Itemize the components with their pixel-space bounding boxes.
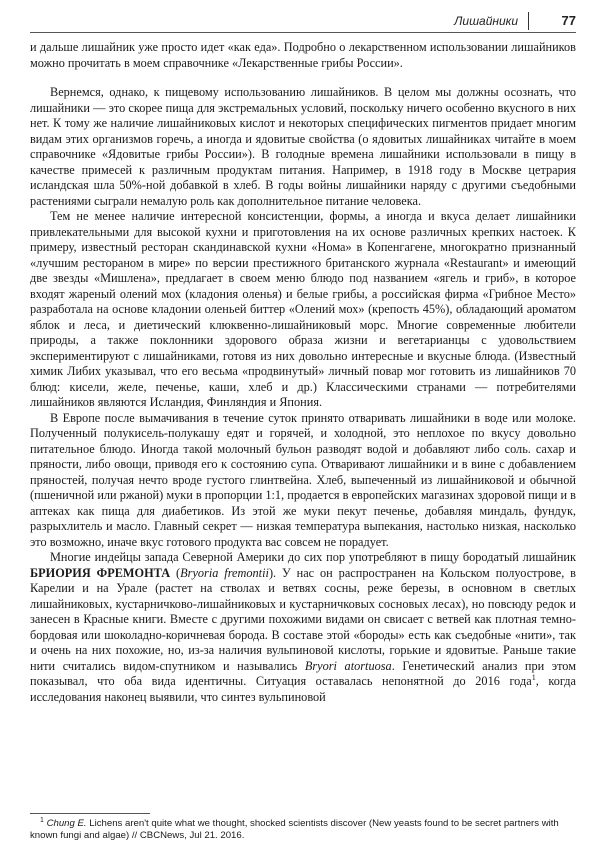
species-name: БРИОРИЯ ФРЕМОНТА <box>30 565 171 580</box>
footnote <box>30 818 576 842</box>
paragraph-bryoria <box>30 550 576 705</box>
paragraph-continuation: и дальше лишайник уже просто идет «как еда». Подробно о лекарственном использовании лишайников можно прочитать в моем справочнике «Лекарственные грибы России». <box>30 40 576 70</box>
header-rule <box>30 32 576 33</box>
page-body <box>30 40 576 705</box>
footnote-rule <box>30 813 150 814</box>
section-title: Лишайники <box>454 14 518 28</box>
paragraph-haute-cuisine: Тем не менее наличие интересной консистенции, формы, а иногда и вкуса делает лишайники привлекательными для высокой кухни и приготовления на их основе различных крепких настоек. К примеру, известный ресторан скандинавской кухни «Нома» в Копенгагене, многократно признанный «лучшим рестораном в мире» по версии престижного британского журнала «Restaurant» и имеющий две звезды «Мишлена», предлагает в своем меню блюдо под названием «ягель и гриб», в которое входят жареный олений мох (кладония оленья) и белые грибы, а российская фирма «Грибное Место» разработала на основе кладонии оленьей биттер «Олений мох» (крепость 45%), обладающий ароматом яблок и леса, и диетический клюквенно-лишайниковый морс. Многие современные любители природы, а также поклонники здорового образа жизни и вегетарианцы с удовольствием экспериментируют с лишайниками, готовя из них довольно интересные и вкусные блюда. (Известный химик Либих указывал, что его весьма «продвинутый» личный повар мог готовить из лишайников 70 блюд: кисели, желе, печенье, каши, хлеб и др.) Классическими странами — потребителями лишайников являются Исландия, Финляндия и Япония. <box>30 209 576 409</box>
footnote-ref[interactable]: 1 <box>531 672 536 682</box>
footnote-marker: 1 <box>40 816 44 824</box>
bryoria-text-a: Многие индейцы запада Северной Америки до сих пор употребляют в пищу бородатый лишайник <box>50 550 576 564</box>
footnote-text: Lichens aren't quite what we thought, shocked scientists discover (New yeasts found to be secret partners with known fungi and algae) // CBCNews, Jul 21. 2016. <box>30 818 559 841</box>
latin-name: Bryoria fremontii <box>180 565 269 580</box>
bryoria-text-b: ( <box>170 565 181 580</box>
latin-name-2: Bryori atortuosa <box>304 658 392 673</box>
running-header <box>0 10 600 32</box>
footnote-author: Chung E. <box>46 818 87 829</box>
paragraph-food-use: Вернемся, однако, к пищевому использованию лишайников. В целом мы должны осознать, что лишайники — это скорее пища для экстремальных условий, поскольку ничего особенно вкусного в них нет. К тому же наличие лишайниковых кислот и некоторых специфических пигментов придает многим видам этих организмов горечь, а иногда и ядовитые свойства (о ядовитых лишайниках читайте в моем справочнике «Ядовитые грибы России»). В голодные времена лишайники использовали в пищу в качестве примесей к различным продуктам питания. Например, в 1918 году в Москве цетрария исландская шла 50%-ной добавкой в хлеб. В годы войны лишайники наряду с другими съедобными растениями сыграли немалую роль как дополнительное питание человека. <box>30 85 576 208</box>
bryoria-text-d: . Генетический анализ при этом показывал, что оба вида идентичны. Ситуация оставалась непонятной до 2016 года <box>30 658 576 688</box>
paragraph-europe: В Европе после вымачивания в течение суток принято отваривать лишайники в воде или молоке. Полученный полукисель-полукашу едят и горячей, и холодной, это неплохое по вкусу довольно питательное блюдо. Иногда такой молочный бульон разводят водой и добавляют либо соль. сахар и пряности, либо овощи, приводя его к состоянию супа. Отваривают лишайники и в вине с добавлением пряностей, получая нечто вроде густого глинтвейна. Хлеб, выпеченный из лишайниковой и обычной (пшеничной или ржаной) муки в пропорции 1:1, продается в европейских магазинах здоровой пищи и в аптеках как пища для диабетиков. Из этой же муки пекут печенье, добавляя миндаль, фундук, разрыхлитель и масло. Главный секрет — низкая температура выпекания, настолько низкая, насколько это возможно, иначе вкус готового продукта вас совсем не порадует. <box>30 410 576 549</box>
bryoria-text-e: , когда исследования наконец выявили, что синтез вульпиновой <box>30 674 576 704</box>
page-number: 77 <box>561 13 576 28</box>
header-separator <box>528 12 529 30</box>
bryoria-text-c: ). У нас он распространен на Кольском полуострове, в Карелии и на Урале (растет на стволах и ветвях сосны, реже березы, в основном в светлых лишайниковых, кустарничково-лишайниковых и кустарничковых сосновых лесах), но повсюду редок и занесен в Красные книги. Вместе с другими похожими видами он свисает с ветвей как плотная темно-бордовая или шоколадно-коричневая борода. В составе этой «бороды» есть как съедобные «нити», так и очень на них похожие, но, из-за наличия вульпиновой кислоты, горькие и ядовитые. Раньше такие нити считались видом-спутником и назывались <box>30 565 576 673</box>
